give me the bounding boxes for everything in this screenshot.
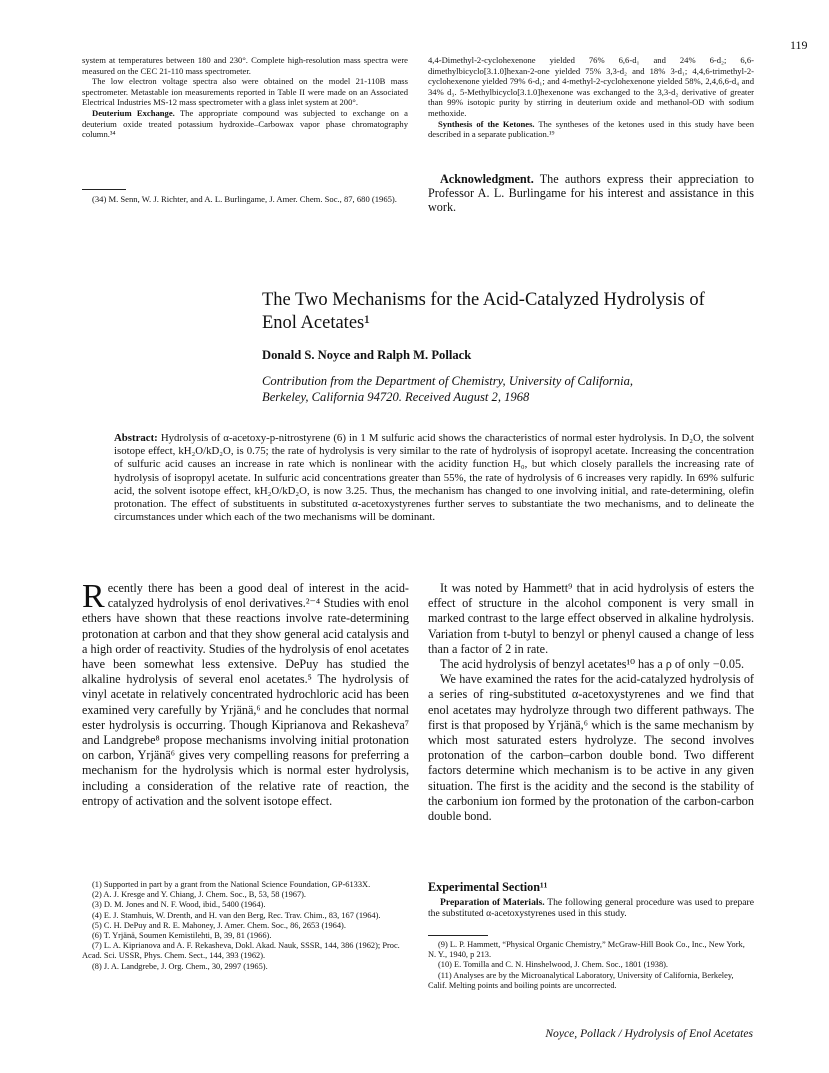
synthesis-heading: Synthesis of the Ketones. bbox=[438, 118, 535, 129]
affiliation bbox=[262, 373, 742, 405]
left-footnotes bbox=[82, 880, 409, 972]
acknowledgment-text: The authors express their appreciation to Professor A. L. Burlingame for his interest and assistance in this work. bbox=[428, 172, 755, 214]
intro-text: ecently there has been a good deal of interest in the acid-catalyzed hydrolysis of enol derivatives.²⁻⁴ Studies with enol ethers have shown that these reactions involve rate-determining protonation at carbon and that they show general acid catalysis and a high order of reactivity. Studies of the hydrolysis of enol acetates have been somewhat less extensive. DePuy has studied the alkaline hydrolysis of several enol acetates.⁵ The hydrolysis of vinyl acetate in relatively concentrated hydrochloric acid has been examined very carefully by Yrjänä,⁶ and he concludes that normal ester hydrolysis is occurring. Though Kiprianova and Rekasheva⁷ and Landgrebe⁸ propose mechanisms involving initial protonation on carbon, Yrjänä⁶ gives very compelling reasons for preferring a mechanism for the hydrolysis which is normal ester hydrolysis, including a consideration of the relative rate of reaction, the entropy of activation and the solvent isotope effect. bbox=[82, 581, 409, 808]
footnote-11: (11) Analyses are by the Microanalytical Laboratory, University of California, Berkeley, Calif. Melting points and boiling points are uncorrected. bbox=[428, 970, 734, 990]
preparation-text: The following general procedure was used to prepare the substituted α-acetoxystyrenes used in this study. bbox=[428, 897, 754, 920]
top-left-para-1: system at temperatures between 180 and 230°. Complete high-resolution mass spectra were measured on the CEC 21-110 mass spectrometer. bbox=[82, 55, 408, 76]
running-footer: Noyce, Pollack / Hydrolysis of Enol Acetates bbox=[545, 1027, 753, 1040]
top-left-para-2: The low electron voltage spectra also were obtained on the model 21-110B mass spectrometer. Metastable ion measurements reported in Table II were made on an Associated Electrical Industries MS-12 mass spectrometer with a glass inlet system at 200°. bbox=[82, 76, 408, 108]
top-right-block bbox=[428, 55, 754, 140]
page-number: 119 bbox=[790, 38, 808, 52]
right-para-1: It was noted by Hammett⁹ that in acid hydrolysis of esters the effect of structure in the alcohol component is very small in marked contrast to the large effect observed in alkaline hydrolysis. Variation from t-butyl to benzyl or phenyl caused a change of less than a factor of 2 in rate. bbox=[428, 581, 754, 656]
title-line-1: The Two Mechanisms for the Acid-Catalyzed Hydrolysis of bbox=[262, 290, 705, 310]
top-left-para-3 bbox=[82, 108, 408, 140]
article-title bbox=[262, 289, 742, 335]
title-line-2: Enol Acetates¹ bbox=[262, 313, 370, 333]
footnote-3: (3) D. M. Jones and N. F. Wood, ibid., 5400 (1964). bbox=[92, 900, 266, 910]
deuterium-exchange-text: The appropriate compound was subjected to exchange on a deuterium oxide treated potassium hydroxide–Carbowax vapor phase chromatography column.³⁴ bbox=[82, 107, 408, 140]
acknowledgment bbox=[428, 172, 754, 214]
top-right-para-2 bbox=[428, 119, 754, 140]
right-column-body bbox=[428, 581, 754, 824]
preparation-heading: Preparation of Materials. bbox=[440, 897, 545, 908]
affiliation-line-2: Berkeley, California 94720. Received August 2, 1968 bbox=[262, 390, 530, 404]
right-footnote-rule bbox=[428, 935, 488, 936]
top-left-footnote-rule bbox=[82, 189, 126, 190]
right-para-2: The acid hydrolysis of benzyl acetates¹⁰ has a ρ of only −0.05. bbox=[440, 657, 745, 672]
footnote-8: (8) J. A. Landgrebe, J. Org. Chem., 30, 2997 (1965). bbox=[92, 961, 268, 971]
abstract bbox=[114, 432, 754, 524]
preparation-paragraph bbox=[428, 897, 754, 920]
experimental-heading: Experimental Section¹¹ bbox=[428, 880, 548, 894]
right-footnotes bbox=[428, 940, 754, 991]
footnote-2: (2) A. J. Kresge and Y. Chiang, J. Chem. Soc., B, 53, 58 (1967). bbox=[92, 890, 307, 900]
top-left-footnote: (34) M. Senn, W. J. Richter, and A. L. Burlingame, J. Amer. Chem. Soc., 87, 680 (1965). bbox=[92, 194, 397, 204]
abstract-text: Hydrolysis of α-acetoxy-p-nitrostyrene (6) in 1 M sulfuric acid shows the characteristics of normal ester hydrolysis. In D₂O, the solvent isotope effect, kH₂O/kD₂O, is 0.75; the rate of hydrolysis is very similar to the rate of hydrolysis of isopropyl acetate. Increasing the concentration of sulfuric acid causes an increase in rate which is nonlinear with the acidity function H₀, but which closely parallels the increasing rate of hydrolysis of isopropyl acetate. In sulfuric acid concentrations greater than 55%, the rate of hydrolysis of 6 increases very rapidly. In 69% sulfuric acid, the solvent isotope effect, kH₂O/kD₂O, is now 3.25. Thus, the mechanism has changed to one involving initial, and rate-determining, olefin protonation. The effect of substituents in substituted α-acetoxystyrenes further serves to substantiate the two mechanisms, and to delineate the circumstances under which each of the two mechanisms will be dominant. bbox=[114, 432, 754, 524]
left-column-body bbox=[82, 578, 409, 809]
drop-cap: R bbox=[82, 578, 105, 615]
footnote-9: (9) L. P. Hammett, “Physical Organic Chemistry,” McGraw-Hill Book Co., Inc., New York, N. Y., 1940, p 213. bbox=[428, 940, 745, 960]
footnote-10: (10) E. Tomilla and C. N. Hinshelwood, J. Chem. Soc., 1801 (1938). bbox=[438, 960, 669, 970]
top-left-block bbox=[82, 55, 408, 140]
abstract-label: Abstract: bbox=[114, 432, 158, 444]
top-right-para-1: 4,4-Dimethyl-2-cyclohexenone yielded 76% 6,6-d₁ and 24% 6-d₂; 6,6-dimethylbicyclo[3.1.0]hexan-2-one yielded 75% 3,3-d₂ and 18% 3-d₁; 4,4,6-trimethyl-2-cyclohexenone yielded 79% 6-d₁; and 4-methyl-2-cyclohexenone yielded 58%, 2,4,6,6-d₄ and 34% d₃. 5-Methylbicyclo[3.1.0]hexenone was exchanged to the 3,3-d₂ derivative of greater than 99% isotopic purity by stirring in deuterium oxide and methanol-OD with sodium methoxide. bbox=[428, 55, 754, 118]
footnote-6: (6) T. Yrjänä, Soumen Kemistilehti, B, 39, 81 (1966). bbox=[92, 931, 272, 941]
footnote-4: (4) E. J. Stamhuis, W. Drenth, and H. van den Berg, Rec. Trav. Chim., 83, 167 (1964). bbox=[92, 910, 381, 920]
deuterium-exchange-heading: Deuterium Exchange. bbox=[92, 107, 175, 118]
footnote-5: (5) C. H. DePuy and R. E. Mahoney, J. Amer. Chem. Soc., 86, 2653 (1964). bbox=[92, 920, 346, 930]
right-para-3: We have examined the rates for the acid-catalyzed hydrolysis of a series of ring-substituted α-acetoxystyrenes and we find that enol acetates may hydrolyze through two different pathways. The first is that proposed by Yrjänä,⁶ which is the same mechanism by which most saturated esters hydrolyze. The second involves protonation of the carbon–carbon double bond. Two different factors determine which mechanism is to be active in any given situation. The first is the acidity and the second is the stability of the carbonium ion formed by the protonation of the carbon-carbon double bond. bbox=[428, 672, 754, 824]
affiliation-line-1: Contribution from the Department of Chemistry, University of California, bbox=[262, 374, 634, 388]
authors: Donald S. Noyce and Ralph M. Pollack bbox=[262, 348, 472, 362]
footnote-7: (7) L. A. Kiprianova and A. F. Rekasheva, Dokl. Akad. Nauk, SSSR, 144, 386 (1962); Proc. Acad. Sci. USSR, Phys. Chem. Sect., 144, 393 (1962). bbox=[82, 941, 400, 961]
footnote-1: (1) Supported in part by a grant from the National Science Foundation, GP-6133X. bbox=[92, 880, 371, 889]
acknowledgment-heading: Acknowledgment. bbox=[440, 172, 534, 186]
intro-paragraph bbox=[82, 578, 409, 809]
synthesis-text: The syntheses of the ketones used in this study have been described in a separate publication.¹⁹ bbox=[428, 118, 754, 140]
